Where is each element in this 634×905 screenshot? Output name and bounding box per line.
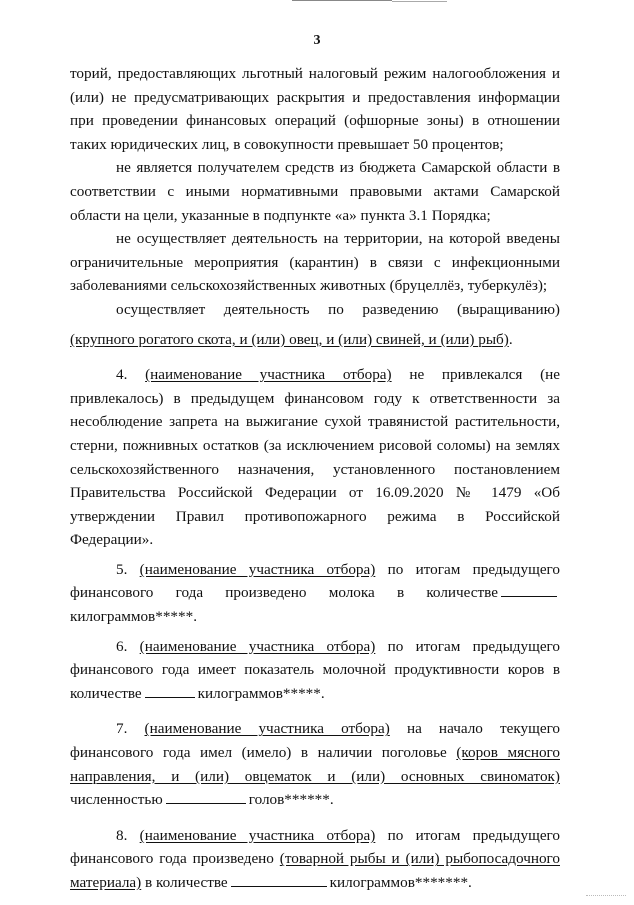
paragraph-activity: осуществляет деятельность по разведению (выращиванию) (116, 300, 560, 318)
blank-field (166, 789, 246, 804)
blank-field (231, 872, 327, 887)
participant-name-field: (наименование участника отбора) (145, 366, 392, 384)
fish-types-field: (товарной рыбы и (или) рыбопосадочного материала) (70, 850, 560, 891)
page-number: 3 (313, 33, 321, 48)
paragraph-item-5: 5. (наименование участника отбора) по итогам предыдущего финансового года произведено молока в количествекилограммов*****. (70, 560, 561, 626)
paragraph-item-8: 8. (наименование участника отбора) по итогам предыдущего финансового года произведено (товарной рыбы и (или) рыбопосадочного материала) в количестве килограммов*******. (70, 826, 561, 891)
paragraph-quarantine: не осуществляет деятельность на территории, на которой введены ограничительные мероприятия (карантин) в связи с инфекционными заболеваниями сельскохозяйственных животных (бруцеллёз, туберкулёз); (70, 230, 560, 295)
livestock-types-field: (коров мясного направления, и (или) овцематок и (или) основных свиноматок) (70, 744, 560, 785)
paragraph-activity-cont: (крупного рогатого скота, и (или) овец, и (или) свиней, и (или) рыб). (70, 330, 513, 348)
blank-field (501, 582, 557, 597)
top-scan-line (292, 0, 392, 1)
blank-field (145, 683, 195, 698)
paragraph-item-7: 7. (наименование участника отбора) на начало текущего финансового года имел (имело) в наличии поголовье (коров мясного направления, и (или) овцематок и (или) основных свиноматок) численностью голов******. (70, 720, 561, 809)
paragraph-offshore: торий, предоставляющих льготный налоговый режим налогообложения и (или) не предусматривающих раскрытия и предоставления информации при проведении финансовых операций (офшорные зоны) в отношении таких юридических лиц, в совокупности превышает 50 процентов; (70, 65, 560, 153)
document-body (70, 62, 560, 895)
scan-artifact (586, 895, 626, 899)
top-scan-line (392, 1, 447, 2)
animal-types-field: (крупного рогатого скота, и (или) овец, и (или) свиней, и (или) рыб) (70, 330, 509, 348)
paragraph-budget: не является получателем средств из бюджета Самарской области в соответствии с иными нормативными правовыми актами Самарской области на цели, указанные в подпункте «а» пункта 3.1 Порядка; (70, 159, 560, 224)
paragraph-item-6: 6. (наименование участника отбора) по итогам предыдущего финансового года имеет показатель молочной продуктивности коров в количестве килограммов*****. (70, 637, 561, 702)
participant-name-field: (наименование участника отбора) (139, 637, 376, 655)
participant-name-field: (наименование участника отбора) (139, 826, 376, 844)
participant-name-field: (наименование участника отбора) (139, 560, 376, 578)
participant-name-field: (наименование участника отбора) (144, 720, 390, 738)
paragraph-item-4: 4. (наименование участника отбора) не привлекался (не привлекалось) в предыдущем финансовом году к ответственности за несоблюдение запрета на выжигание сухой травянистой растительности, стерни, пожнивных остатков (за исключением рисовой соломы) на землях сельскохозяйственного назначения, установленного постановлением Правительства Российской Федерации от 16.09.2020 № 1479 «Об утверждении Правил противопожарного режима в Российской Федерации». (70, 366, 561, 549)
